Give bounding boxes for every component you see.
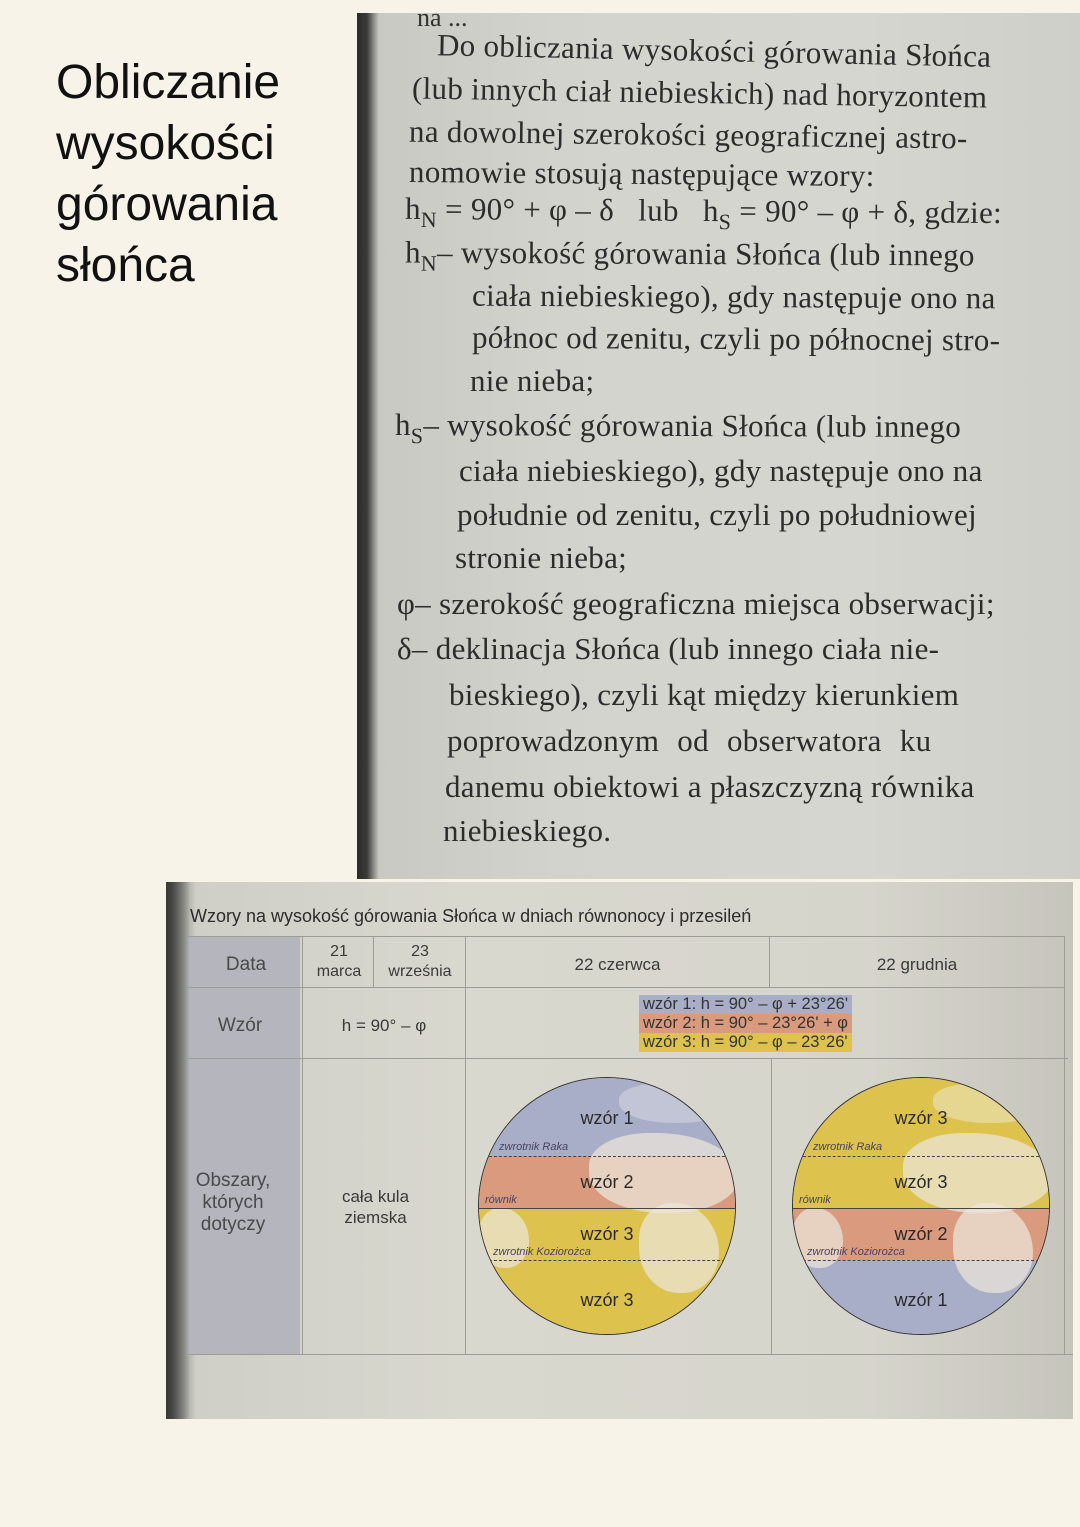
definition-line: ciała niebieskiego), gdy następuje ono na	[459, 453, 983, 488]
label-equator: równik	[799, 1194, 831, 1206]
zone-label: wzór 3	[580, 1224, 634, 1244]
zone-label: wzór 1	[580, 1108, 634, 1128]
date-december: 22 grudnia	[876, 955, 958, 974]
zone-label: wzór 3	[894, 1172, 948, 1192]
area-line: cała kula	[341, 1187, 410, 1206]
grid-line	[188, 1058, 1068, 1059]
formula-3: wzór 3: h = 90° – φ – 23°26'	[639, 1033, 852, 1052]
definition-phi	[397, 586, 995, 622]
definition-hS	[395, 407, 961, 451]
zone-label: wzór 3	[894, 1108, 948, 1128]
formula-2: wzór 2: h = 90° – 23°26' + φ	[639, 1014, 852, 1033]
page-title	[56, 52, 346, 296]
definition-text: – deklinacja Słońca (lub innego ciała nie-	[411, 631, 940, 666]
intro-line: Do obliczania wysokości górowania Słońca	[436, 27, 992, 74]
definition-text: – szerokość geograficzna miejsca obserwacji;	[415, 586, 995, 621]
solstice-formulas	[639, 995, 852, 1052]
equator-line	[793, 1208, 1049, 1209]
title-line: górowania	[56, 178, 278, 231]
formula-line	[405, 191, 1002, 237]
equator-line	[479, 1208, 735, 1209]
area-line: ziemska	[344, 1208, 407, 1227]
tropic-capricorn-line	[793, 1260, 1049, 1261]
grid-line	[1064, 936, 1065, 1354]
hS-subscript: S	[718, 209, 732, 235]
definition-line: niebieskiego.	[443, 813, 612, 848]
globe-december	[792, 1077, 1050, 1335]
label-capricorn: zwrotnik Koziorożca	[493, 1246, 591, 1258]
intro-line: nomowie stosują następujące wzory:	[408, 153, 875, 194]
date-day: 21	[330, 943, 348, 960]
row-header-line: dotyczy	[200, 1214, 266, 1235]
date-september	[376, 942, 464, 982]
hS-formula: = 90° – φ + δ, gdzie:	[731, 193, 1003, 231]
definition-text: – wysokość górowania Słońca (lub innego	[423, 407, 962, 444]
title-line: wysokości	[56, 117, 275, 170]
date-month: września	[388, 963, 452, 980]
grid-line	[188, 987, 1064, 988]
row-header-column	[188, 936, 300, 1354]
zone-label: wzór 3	[580, 1290, 634, 1310]
grid-line	[465, 936, 466, 1354]
definition-subscript: S	[410, 423, 424, 449]
label-cancer: zwrotnik Raka	[499, 1141, 569, 1153]
definition-line: ciała niebieskiego), gdy następuje ono na	[471, 277, 996, 316]
hS-symbol: h	[702, 192, 719, 229]
definition-symbol: h	[394, 407, 411, 443]
hN-symbol: h	[404, 190, 421, 227]
formula-1: wzór 1: h = 90° – φ + 23°26'	[639, 995, 852, 1014]
definition-symbol: h	[404, 234, 421, 270]
grid-line	[373, 936, 374, 987]
label-cancer: zwrotnik Raka	[813, 1141, 883, 1153]
definition-symbol: δ	[397, 631, 412, 666]
textbook-photo	[357, 13, 1080, 879]
definition-symbol: φ	[397, 586, 416, 621]
grid-line	[302, 936, 303, 1354]
row-header-line: których	[202, 1192, 264, 1213]
grid-line	[188, 936, 1064, 937]
date-june: 22 czerwca	[574, 955, 661, 974]
grid-line	[771, 1058, 772, 1354]
definition-line: północ od zenitu, czyli po północnej stro-	[471, 319, 1001, 358]
definition-line: stronie nieba;	[455, 540, 628, 575]
row-header-areas	[188, 1170, 278, 1236]
tropic-cancer-line	[479, 1156, 735, 1157]
cutoff-text: na ...	[417, 13, 468, 32]
title-line: słońca	[56, 239, 195, 292]
date-march	[306, 942, 372, 982]
zone-label: wzór 2	[580, 1172, 634, 1192]
intro-line: (lub innych ciał niebieskich) nad horyzontem	[411, 70, 988, 115]
label-capricorn: zwrotnik Koziorożca	[807, 1246, 905, 1258]
date-month: marca	[316, 963, 362, 980]
formula-connector: lub	[638, 192, 679, 228]
equinox-area	[303, 1186, 448, 1228]
globe-june	[478, 1077, 736, 1335]
equinox-formula: h = 90° – φ	[341, 1016, 427, 1035]
grid-line	[188, 1354, 1073, 1355]
zone-label: wzór 2	[894, 1224, 948, 1244]
definition-text: – wysokość górowania Słońca (lub innego	[436, 234, 975, 273]
hN-formula: = 90° + φ – δ	[436, 191, 615, 228]
definition-hN	[405, 235, 975, 280]
definition-subscript: N	[420, 250, 438, 276]
definition-delta	[397, 631, 939, 667]
row-header-data: Data	[225, 954, 267, 975]
row-header-formula: Wzór	[217, 1015, 263, 1036]
date-day: 23	[411, 943, 429, 960]
hN-subscript: N	[420, 207, 438, 233]
intro-line: na dowolnej szerokości geograficznej astro-	[408, 113, 968, 156]
definition-line: poprowadzonym od obserwatora ku	[447, 723, 932, 758]
definition-line: danemu obiektowi a płaszczyzną równika	[445, 769, 975, 804]
definition-line: nie nieba;	[470, 363, 595, 398]
photo-shadow	[166, 882, 190, 1419]
title-line: Obliczanie	[56, 56, 281, 109]
row-header-line: Obszary,	[195, 1170, 271, 1191]
definition-line: południe od zenitu, czyli po południowej	[457, 497, 977, 532]
table-photo	[166, 882, 1073, 1419]
table-caption: Wzory na wysokość górowania Słońca w dniach równonocy i przesileń	[190, 906, 752, 926]
label-equator: równik	[485, 1194, 517, 1206]
definition-line: bieskiego), czyli kąt między kierunkiem	[449, 677, 960, 712]
zone-label: wzór 1	[894, 1290, 948, 1310]
tropic-capricorn-line	[479, 1260, 735, 1261]
tropic-cancer-line	[793, 1156, 1049, 1157]
